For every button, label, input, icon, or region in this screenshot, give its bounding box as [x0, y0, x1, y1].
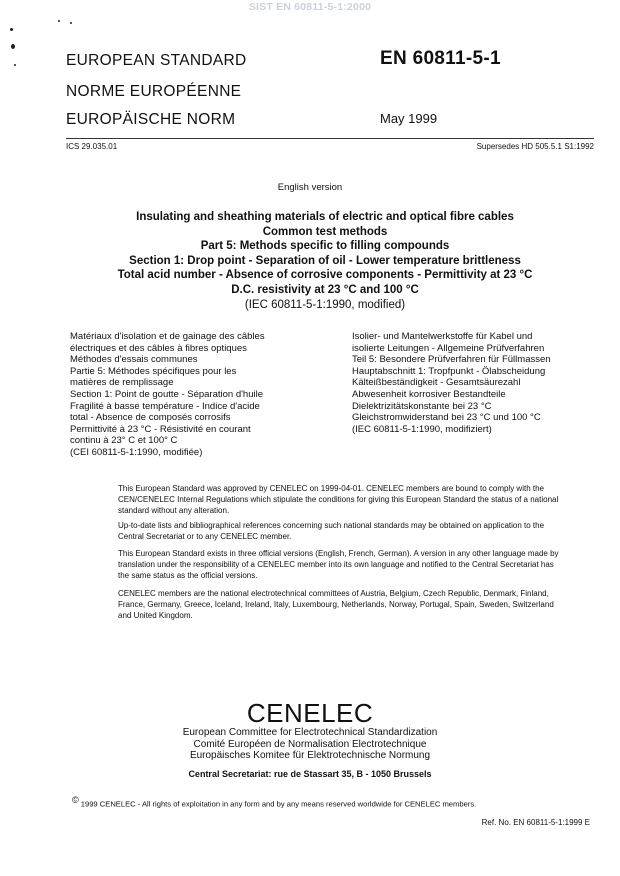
standard-title-de: EUROPÄISCHE NORM [66, 111, 236, 128]
ics-code: ICS 29.035.01 [66, 142, 118, 151]
english-title-line: Insulating and sheathing materials of electric and optical fibre cables [136, 211, 514, 223]
french-title-line: Fragilité à basse température - Indice d'acide [70, 400, 260, 412]
header-divider [66, 138, 594, 139]
english-title-reference: (IEC 60811-5-1:1990, modified) [244, 298, 406, 311]
watermark-text: SIST EN 60811-5-1:2000 [248, 1, 372, 13]
scan-speck [70, 22, 72, 24]
standard-title-fr: NORME EUROPÉENNE [66, 83, 242, 100]
german-title-line: (IEC 60811-5-1:1990, modifiziert) [352, 423, 492, 435]
english-title-line: D.C. resistivity at 23 °C and 100 °C [231, 283, 419, 296]
copyright-text: 1999 CENELEC - All rights of exploitation in any form and by any means reserved worldwide for CENELEC members. [80, 799, 477, 809]
committee-name-line: Europäisches Komitee für Elektrotechnische Normung [189, 750, 431, 761]
french-title-line: Méthodes d'essais communes [70, 354, 198, 366]
french-title-line: (CEI 60811-5-1:1990, modifiée) [70, 446, 203, 458]
scan-speck [14, 64, 16, 66]
german-title-line: Dielektrizitätskonstante bei 23 °C [352, 400, 492, 412]
german-title-line: isolierte Leitungen - Allgemeine Prüfverfahren [352, 342, 545, 354]
english-title-line: Section 1: Drop point - Separation of oil - Lower temperature brittleness [129, 254, 521, 267]
german-title [352, 331, 602, 435]
english-title-line: Common test methods [262, 225, 388, 238]
french-title-line: Matériaux d'isolation et de gainage des câbles [70, 331, 265, 342]
standard-number: EN 60811-5-1 [380, 48, 501, 69]
approval-paragraph: This European Standard was approved by CENELEC on 1999-04-01. CENELEC members are bound to comply with the CEN/CENELEC Internal Regulations which stipulate the conditions for giving this European Standard the status of a national standard without any alteration. [118, 484, 559, 515]
committee-names [0, 727, 620, 762]
committee-name-line: European Committee for Electrotechnical Standardization [182, 727, 438, 738]
german-title-line: Isolier- und Mantelwerkstoffe für Kabel und [352, 331, 533, 342]
publication-date: May 1999 [380, 111, 438, 126]
french-title-line: électriques et des câbles à fibres optiques [70, 342, 247, 354]
german-title-line: Kälteißbeständigkeit - Gesamtsäurezahl [352, 377, 521, 389]
copyright-notice [72, 795, 602, 809]
scan-speck [11, 44, 15, 49]
french-title-line: Section 1: Point de goutte - Séparation d'huile [70, 388, 264, 400]
german-title-line: Gleichstromwiderstand bei 23 °C und 100 °C [352, 412, 541, 424]
versions-paragraph: This European Standard exists in three official versions (English, French, German). A version in any other language made by translation under the responsibility of a CENELEC member into its own language and notified to the Central Secretariat has the same status as the official versions. [118, 549, 559, 580]
scan-speck [10, 28, 13, 31]
copyright-symbol: © [72, 795, 79, 805]
french-title-line: Permittivité à 23 °C - Résistivité en courant [70, 423, 251, 435]
french-title-line: total - Absence de composés corrosifs [70, 412, 231, 424]
committee-name-line: Comité Européen de Normalisation Electrotechnique [193, 738, 427, 750]
french-title-line: matières de remplissage [70, 377, 174, 389]
german-title-line: Teil 5: Besondere Prüfverfahren für Füllmassen [352, 354, 551, 366]
french-title [70, 331, 320, 459]
french-title-line: continu à 23° C et 100° C [70, 435, 178, 447]
scan-speck [58, 20, 60, 22]
english-title [40, 210, 610, 312]
english-title-line: Part 5: Methods specific to filling compounds [200, 240, 450, 253]
reference-number: Ref. No. EN 60811-5-1:1999 E [481, 818, 590, 827]
french-title-line: Partie 5: Méthodes spécifiques pour les [70, 365, 237, 377]
english-title-line: Total acid number - Absence of corrosive components - Permittivity at 23 °C [117, 269, 533, 282]
version-label: English version [277, 182, 343, 193]
central-secretariat-address: Central Secretariat: rue de Stassart 35, B - 1050 Brussels [188, 769, 432, 779]
references-paragraph: Up-to-date lists and bibliographical references concerning such national standards may be obtained on application to the Central Secretariat or to any CENELEC member. [118, 521, 545, 541]
german-title-line: Abwesenheit korrosiver Bestandteile [352, 388, 506, 400]
german-title-line: Hauptabschnitt 1: Tropfpunkt - Ölabscheidung [352, 365, 546, 377]
cenelec-logo-text: CENELEC [246, 698, 374, 728]
members-paragraph: CENELEC members are the national electrotechnical committees of Austria, Belgium, Czech Republic, Denmark, Finland, France, Germany, Greece, Iceland, Ireland, Italy, Luxembourg, Netherlands, Norway, Portugal, Spain, Sweden, Switzerland and United Kingdom. [118, 589, 554, 620]
supersedes-note: Supersedes HD 505.5.1 S1:1992 [476, 142, 594, 151]
standard-title-en: EUROPEAN STANDARD [66, 52, 247, 69]
